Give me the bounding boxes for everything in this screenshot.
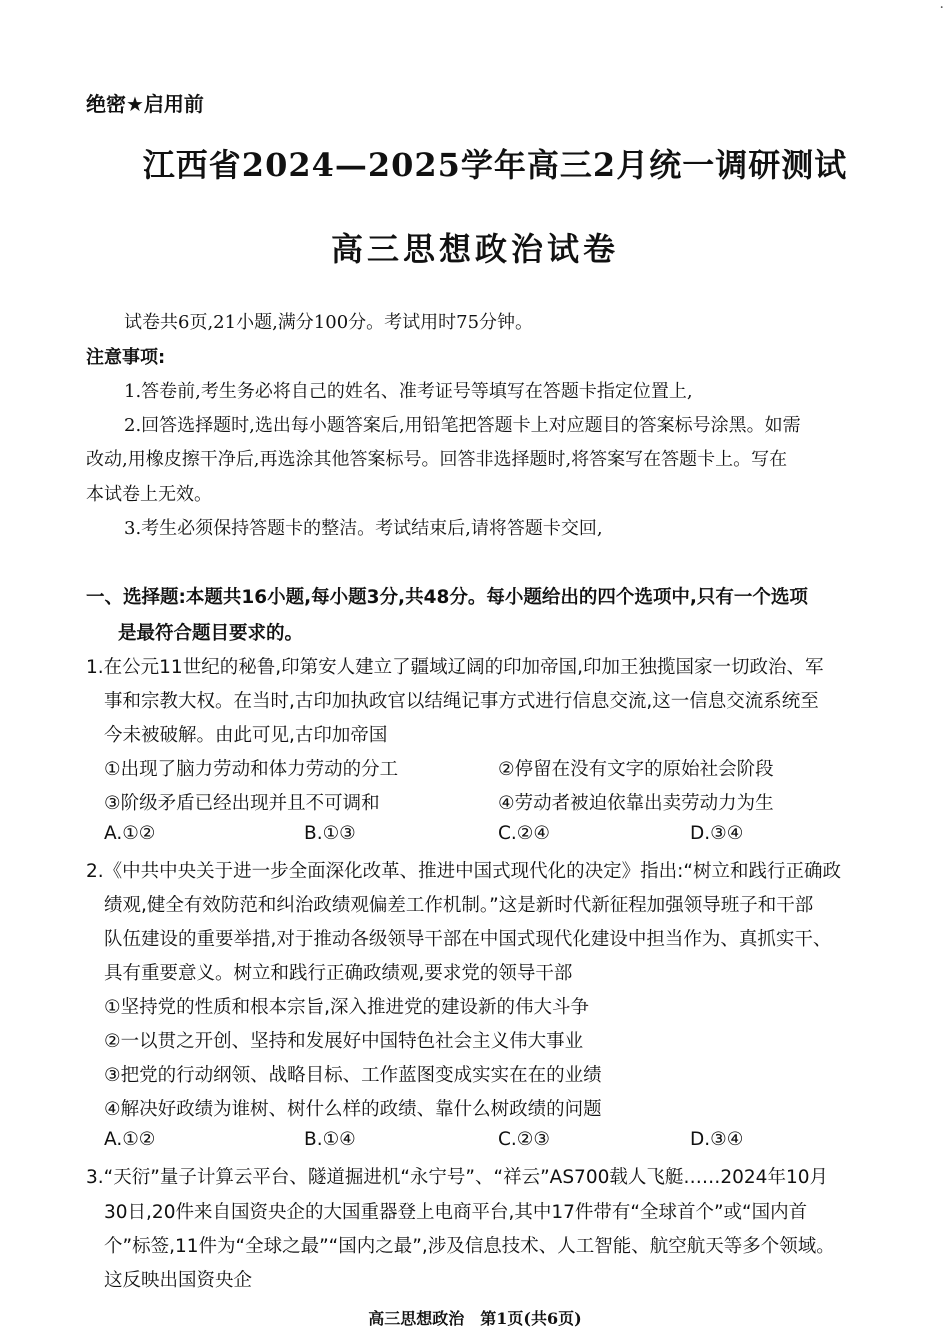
page-footer: 高三思想政治 第1页(共6页): [368, 1309, 582, 1328]
notes-title: 注意事项:: [86, 347, 166, 368]
q2-stem-line-1: 2.《中共中央关于进一步全面深化改革、推进中国式现代化的决定》指出:“树立和践行正确政: [86, 861, 841, 882]
q3-stem-line-2: 30日,20件来自国资央企的大国重器登上电商平台,其中17件带有“全球首个”或“国内首: [104, 1202, 808, 1223]
section-1-heading: 一、选择题:本题共16小题,每小题3分,共48分。每小题给出的四个选项中,只有一个选项: [86, 587, 808, 608]
q2-stem-line-2: 绩观,健全有效防范和纠治政绩观偏差工作机制。”这是新时代新征程加强领导班子和干部: [104, 895, 814, 916]
q1-stem-line-2: 事和宗教大权。在当时,古印加执政官以结绳记事方式进行信息交流,这一信息交流系统至: [104, 691, 819, 712]
q2-choice-b: B.①④: [304, 1129, 356, 1150]
q1-option-2: ②停留在没有文字的原始社会阶段: [498, 759, 774, 780]
q2-choice-d: D.③④: [690, 1129, 744, 1150]
corner-mark: ·: [939, 0, 944, 16]
q1-stem-line-3: 今未被破解。由此可见,古印加帝国: [104, 725, 388, 746]
q1-choice-b: B.①③: [304, 823, 356, 844]
q2-option-4: ④解决好政绩为谁树、树什么样的政绩、靠什么树政绩的问题: [104, 1099, 602, 1120]
q2-stem-line-3: 队伍建设的重要举措,对于推动各级领导干部在中国式现代化建设中担当作为、真抓实干、: [104, 929, 832, 950]
q3-stem-line-4: 这反映出国资央企: [104, 1270, 253, 1291]
q2-choice-a: A.①②: [104, 1129, 156, 1150]
q2-option-1: ①坚持党的性质和根本宗旨,深入推进党的建设新的伟大斗争: [104, 997, 589, 1018]
exam-title: 江西省2024—2025学年高三2月统一调研测试: [142, 146, 848, 184]
q3-stem-line-3: 个”标签,11件为“全球之最”“国内之最”,涉及信息技术、人工智能、航空航天等多个领域。: [104, 1236, 835, 1257]
note-2-line-2: 改动,用橡皮擦干净后,再选涂其他答案标号。回答非选择题时,将答案写在答题卡上。写在: [86, 449, 788, 470]
note-3: 3.考生必须保持答题卡的整洁。考试结束后,请将答题卡交回,: [124, 518, 603, 539]
q1-stem-line-1: 1.在公元11世纪的秘鲁,印第安人建立了疆域辽阔的印加帝国,印加王独揽国家一切政治、军: [86, 657, 824, 678]
q2-option-2: ②一以贯之开创、坚持和发展好中国特色社会主义伟大事业: [104, 1031, 584, 1052]
note-2-line-3: 本试卷上无效。: [86, 484, 212, 505]
q3-stem-line-1: 3.“天衍”量子计算云平台、隧道掘进机“永宁号”、“祥云”AS700载人飞艇……2024年10月: [86, 1167, 828, 1188]
exam-info: 试卷共6页,21小题,满分100分。考试用时75分钟。: [124, 312, 534, 333]
exam-subtitle: 高三思想政治试卷: [330, 230, 619, 268]
q1-choice-d: D.③④: [690, 823, 744, 844]
secret-label: 绝密★启用前: [86, 92, 204, 116]
q2-choice-c: C.②③: [498, 1129, 550, 1150]
section-1-heading-cont: 是最符合题目要求的。: [118, 623, 304, 644]
q1-option-3: ③阶级矛盾已经出现并且不可调和: [104, 793, 380, 814]
q2-option-3: ③把党的行动纲领、战略目标、工作蓝图变成实实在在的业绩: [104, 1065, 602, 1086]
note-2-line-1: 2.回答选择题时,选出每小题答案后,用铅笔把答题卡上对应题目的答案标号涂黑。如需: [124, 415, 801, 436]
note-1: 1.答卷前,考生务必将自己的姓名、准考证号等填写在答题卡指定位置上,: [124, 381, 693, 402]
q1-option-1: ①出现了脑力劳动和体力劳动的分工: [104, 759, 399, 780]
q2-stem-line-4: 具有重要意义。树立和践行正确政绩观,要求党的领导干部: [104, 963, 573, 984]
q1-option-4: ④劳动者被迫依靠出卖劳动力为生: [498, 793, 774, 814]
q1-choice-c: C.②④: [498, 823, 550, 844]
q1-choice-a: A.①②: [104, 823, 156, 844]
